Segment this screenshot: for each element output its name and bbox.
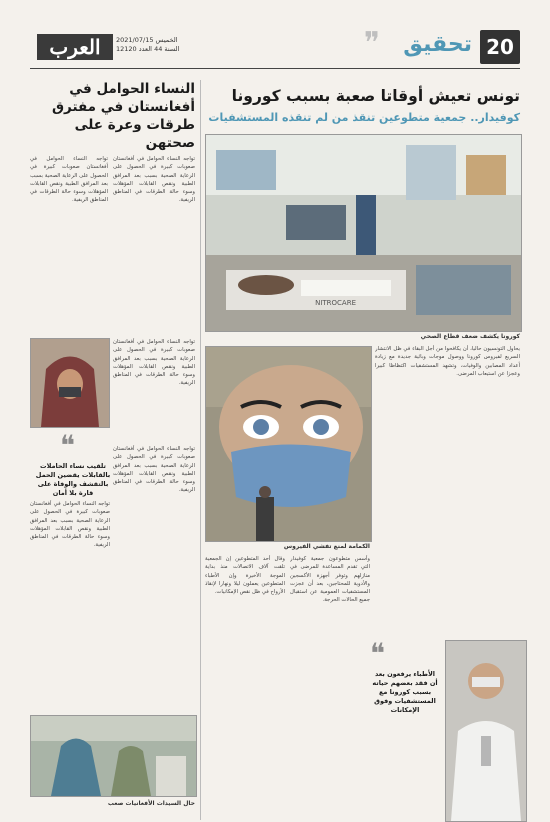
- left-body-col-3: تواجه النساء الحوامل في أفغانستان صعوبات كبيرة في الحصول على الرعاية الصحية بسبب بعد المرافق الطبية ونقص القابلات المؤهلات وسوء حالة الطرقات في المناطق الريفية.: [113, 339, 195, 387]
- quote-icon: ❞: [363, 26, 380, 61]
- clinic-photo-caption: حال السيدات الأفغانيات صعب: [107, 800, 195, 807]
- issue-number: السنة 44 العدد 12120: [116, 45, 180, 53]
- main-body-col-2: وأسس متطوعون جمعية كوفيدار التي تقدم المساعدة للمرضى في منازلهم وتوفر أجهزة الأكسجين والأدوية للمحتاجين، بعد أن عجزت المستشفيات العمومية عن استقبال جميع الحالات الحرجة.: [290, 556, 370, 604]
- left-body-col-4: تواجه النساء الحوامل في أفغانستان صعوبات كبيرة في الحصول على الرعاية الصحية بسبب بعد المرافق الطبية ونقص القابلات المؤهلات وسوء حالة الطرقات في المناطق الريفية.: [113, 446, 195, 494]
- column-divider: [200, 80, 201, 820]
- svg-text:NITROCARE: NITROCARE: [315, 299, 356, 307]
- main-body-col-1: يحاول التونسيون حاليا، أن يكافحوا من أجل البقاء في ظل الانتشار السريع لفيروس كورونا ووصول موجات وبائية جديدة مع زيادة أعداد المصابين والوفيات، وتشهد المستشفيات اكتظاظا كبيرا وعجزا عن استيعاب المرضى.: [375, 346, 520, 377]
- left-body-col-2: تواجه النساء الحوامل في أفغانستان صعوبات كبيرة في الحصول على الرعاية الصحية بسبب بعد المرافق الطبية ونقص القابلات المؤهلات وسوء حالة الطرقات في المناطق الريفية.: [30, 156, 108, 204]
- main-body-col-3: وقال أحد المتطوعين إن الجمعية تلقت آلاف الاتصالات منذ بداية الموجة الأخيرة وإن الأطباء المتطوعين يعملون ليلا ونهارا لإنقاذ الأرواح في ظل نقص الإمكانيات.: [205, 556, 285, 596]
- doctor-illustration: [446, 641, 526, 821]
- date-line: [116, 36, 179, 54]
- mural-photo: [205, 346, 372, 542]
- clinic-photo: [30, 715, 197, 797]
- hospital-photo-caption: كورونا يكشف ضعف قطاع الصحي: [420, 333, 520, 340]
- mural-illustration: [206, 347, 371, 541]
- hospital-illustration: [206, 135, 521, 331]
- newspaper-logo: العرب: [37, 34, 113, 60]
- left-story-title: النساء الحوامل في أفغانستان في مفترق طرقات وعرة على صحتهن: [51, 81, 195, 151]
- quote-icon: ❝: [370, 637, 386, 670]
- left-body-col-5: تواجه النساء الحوامل في أفغانستان صعوبات كبيرة في الحصول على الرعاية الصحية بسبب بعد المرافق الطبية ونقص القابلات المؤهلات وسوء حالة الطرقات في المناطق الريفية.: [30, 501, 110, 549]
- main-pull-quote: الأطباء يرفعون بعد أن فقد بعضهم حياته بسبب كورونا مع المستشفيات وفوق الإمكانات: [372, 670, 438, 714]
- main-subhead: كوفيدار.. جمعية متطوعين تنقذ من لم تنقذه المستشفيات: [208, 111, 520, 124]
- issue-date: الخميس 2021/07/15: [116, 36, 178, 44]
- page-number: 20: [480, 30, 520, 64]
- quote-icon: ❝: [60, 429, 76, 462]
- header-rule: [30, 68, 520, 69]
- section-title: تحقيق: [403, 32, 472, 57]
- afghan-woman-photo: [30, 338, 110, 428]
- clinic-illustration: [31, 716, 196, 796]
- afghan-woman-illustration: [31, 339, 109, 427]
- hospital-photo: [205, 134, 522, 332]
- mural-photo-caption: الكمامة لمنع تفشي الفيروس: [283, 543, 370, 550]
- left-body-col-1: تواجه النساء الحوامل في أفغانستان صعوبات كبيرة في الحصول على الرعاية الصحية بسبب بعد المرافق الطبية ونقص القابلات المؤهلات وسوء حالة الطرقات في المناطق الريفية.: [113, 156, 195, 204]
- left-pull-quote: تلقيب نساء الحاملات بالقابلات يقضين الحمل بالتقشف والوفاة على قارة بلا أمان: [35, 462, 111, 497]
- main-headline: تونس تعيش أوقاتا صعبة بسبب كورونا: [231, 87, 520, 105]
- doctor-photo: [445, 640, 527, 822]
